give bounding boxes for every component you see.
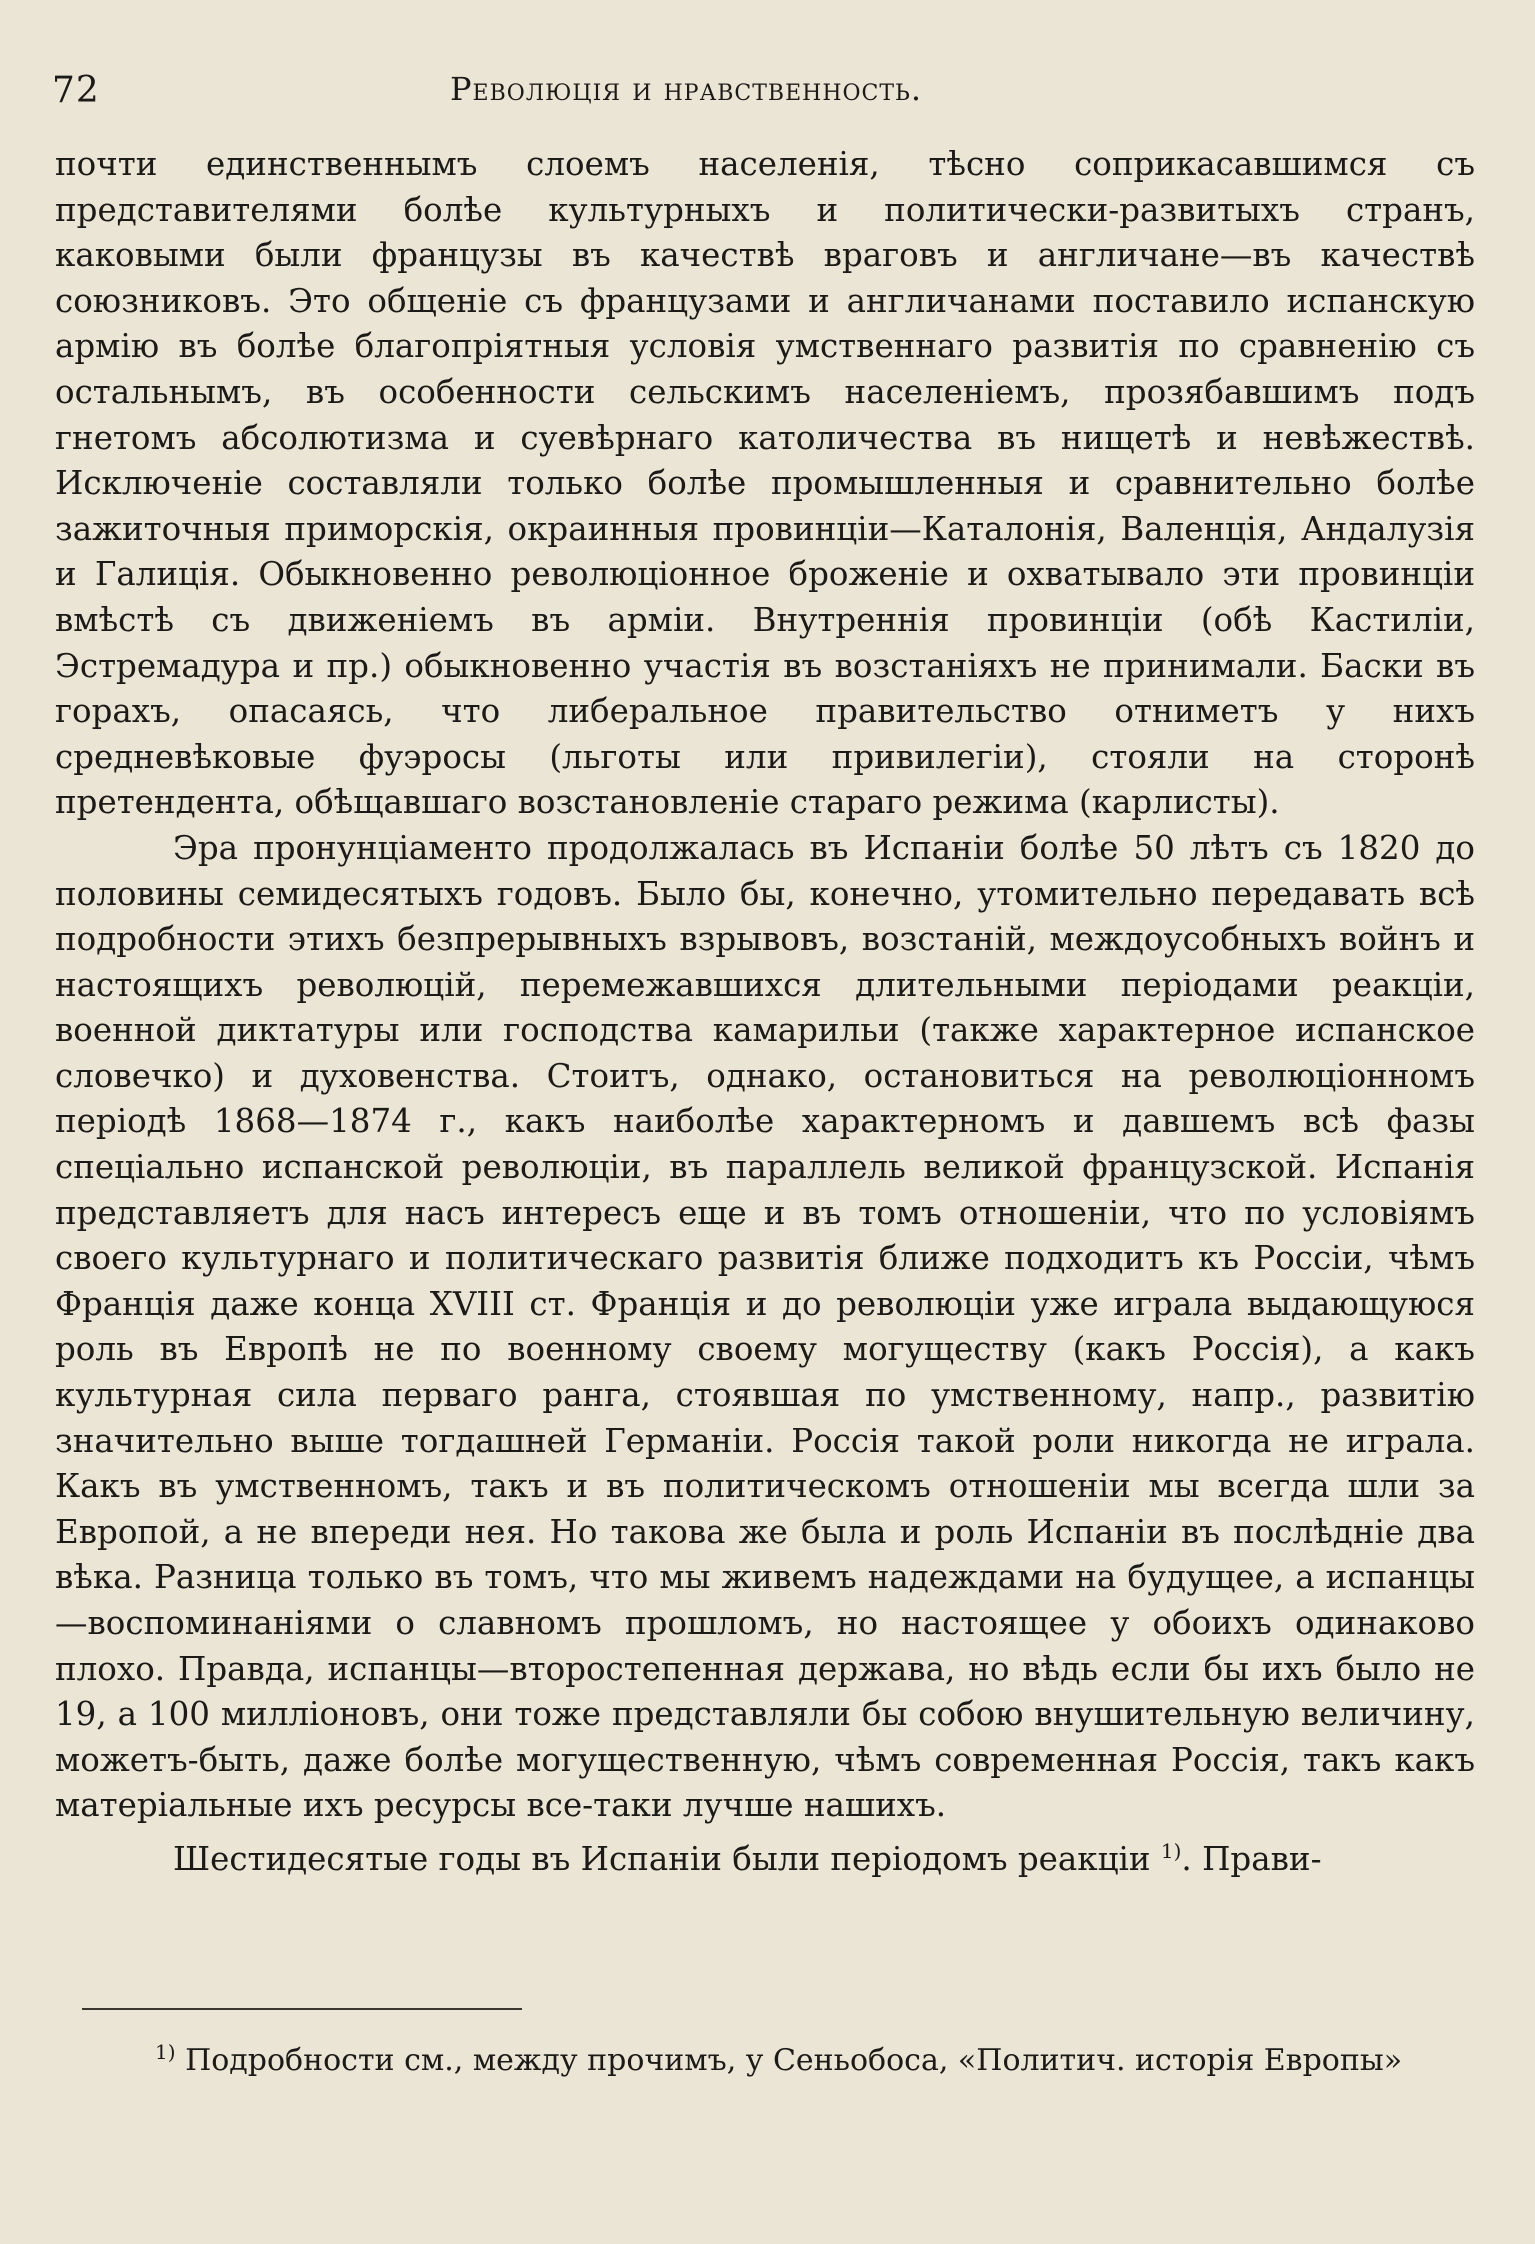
paragraph-1: почти единственнымъ слоемъ населенія, тѣсно соприкасавшимся съ представителями болѣе культурныхъ и политически-развитыхъ странъ, каковыми были французы въ качествѣ враговъ и англичане—въ качествѣ союзниковъ. Это общеніе съ французами и англичанами поставило испанскую армію въ болѣе благопріятныя условія умственнаго развитія по сравненію съ остальнымъ, въ особенности сельскимъ населеніемъ, прозябавшимъ подъ гнетомъ абсолютизма и суевѣрнаго католичества въ нищетѣ и невѣжествѣ. Исключеніе составляли только болѣе промышленныя и сравнительно болѣе зажиточныя приморскія, окраинныя провинціи—Каталонія, Валенція, Андалузія и Галиція. Обыкновенно революціонное броженіе и охватывало эти провинціи вмѣстѣ съ движеніемъ въ арміи. Внутреннія провинціи (обѣ Кастиліи, Эстремадура и пр.) обыкновенно участія въ возстаніяхъ не принимали. Баски въ горахъ, опасаясь, что либеральное правительство отниметъ у нихъ средневѣковые фуэросы (льготы или привилегіи), стояли на сторонѣ претендента, обѣщавшаго возстановленіе стараго режима (карлисты). xyxy=(55,145,1475,822)
footnote-reference: 1) xyxy=(1160,1838,1182,1863)
paragraph-3 xyxy=(55,1829,1475,1882)
page-number: 72 xyxy=(52,70,100,111)
footnote-text: Подробности см., между прочимъ, у Сеньобоса, «Политич. исторія Европы» xyxy=(185,2043,1403,2078)
main-text xyxy=(55,142,1475,1882)
footnote-marker: 1) xyxy=(155,2040,176,2064)
footnote xyxy=(155,2032,1475,2081)
running-title: Революція и нравственность. xyxy=(450,70,923,108)
footnote-divider xyxy=(82,2008,522,2010)
paragraph-2: Эра пронунціаменто продолжалась въ Испаніи болѣе 50 лѣтъ съ 1820 до половины семидесятыхъ годовъ. Было бы, конечно, утомительно передавать всѣ подробности этихъ безпрерывныхъ взрывовъ, возстаній, междоусобныхъ войнъ и настоящихъ революцій, перемежавшихся длительными періодами реакціи, военной диктатуры или господства камарильи (также характерное испанское словечко) и духовенства. Стоитъ, однако, остановиться на революціонномъ періодѣ 1868—1874 г., какъ наиболѣе характерномъ и давшемъ всѣ фазы спеціально испанской революціи, въ параллель великой французской. Испанія представляетъ для насъ интересъ еще и въ томъ отношеніи, что по условіямъ своего культурнаго и политическаго развитія ближе подходитъ къ Россіи, чѣмъ Франція даже конца XVIII ст. Франція и до революціи уже играла выдающуюся роль въ Европѣ не по военному своему могуществу (какъ Россія), а какъ культурная сила перваго ранга, стоявшая по умственному, напр., развитію значительно выше тогдашней Германіи. Россія такой роли никогда не играла. Какъ въ умственномъ, такъ и въ политическомъ отношеніи мы всегда шли за Европой, а не впереди нея. Но такова же была и роль Испаніи въ послѣдніе два вѣка. Разница только въ томъ, что мы живемъ надеждами на будущее, а испанцы—воспоминаніями о славномъ прошломъ, но настоящее у обоихъ одинаково плохо. Правда, испанцы—второстепенная держава, но вѣдь если бы ихъ было не 19, а 100 милліоновъ, они тоже представляли бы собою внушительную величину, можетъ-быть, даже болѣе могущественную, чѣмъ современная Россія, такъ какъ матеріальные ихъ ресурсы все-таки лучше нашихъ. xyxy=(55,828,1475,1825)
page-header xyxy=(52,70,1472,120)
paragraph-3-text: Шестидесятые годы въ Испаніи были періодомъ реакціи xyxy=(173,1839,1151,1878)
paragraph-3-tail: . Прави- xyxy=(1181,1839,1322,1878)
